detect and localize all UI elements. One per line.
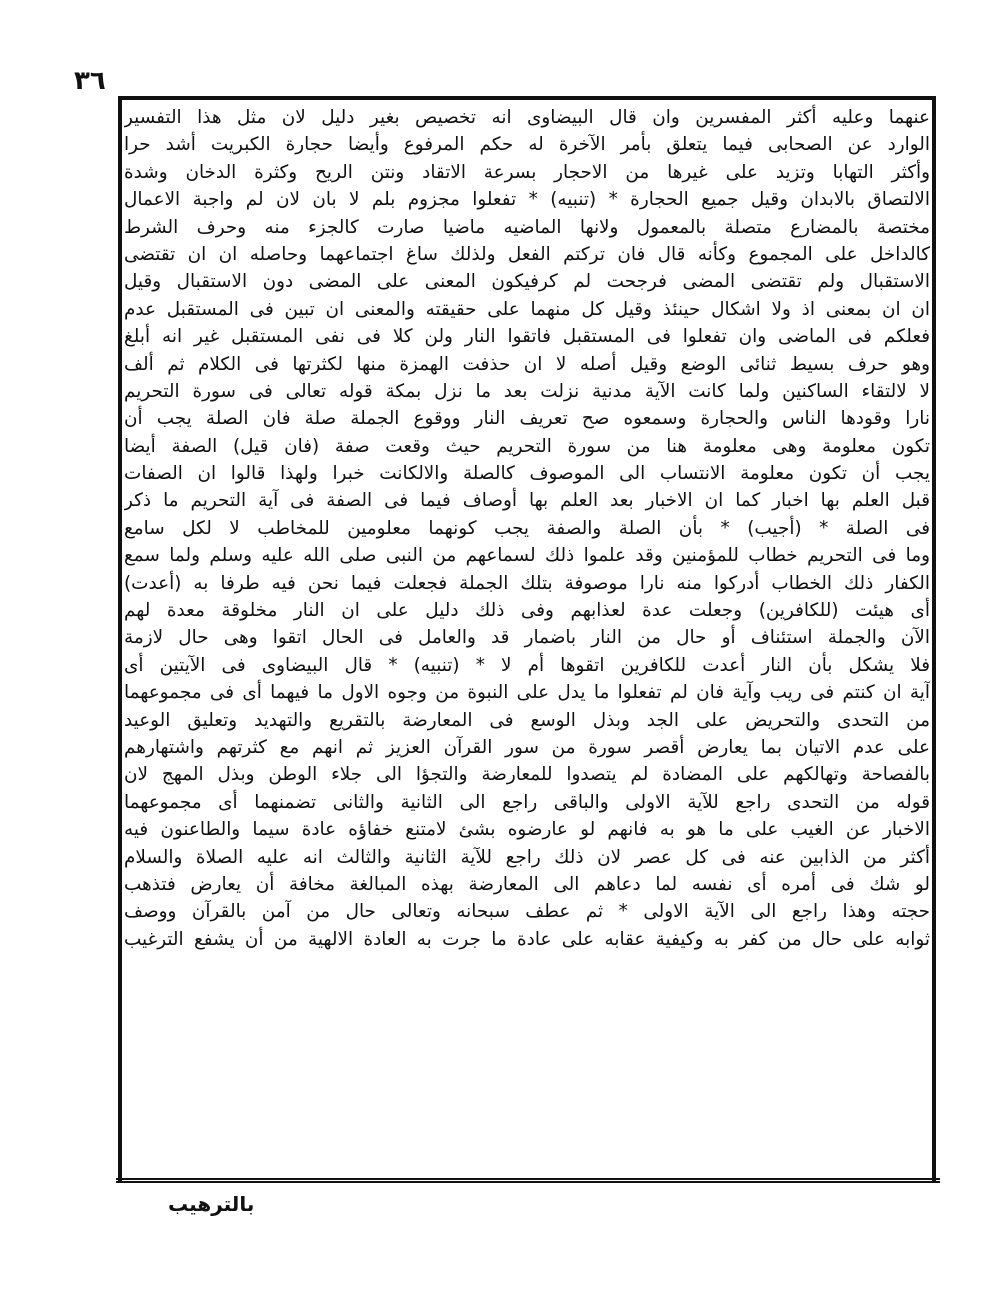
text-line: كالداخل على المجموع وكأنه قال فان تركتم الفعل ولذلك ساغ اجتماعهما وحاصله ان ان تقتضى: [124, 243, 930, 265]
text-line: تكون معلومة وهى معلومة هنا من سورة التحريم حيث وقعت صفة (فان قيل) الصفة أيضا: [124, 435, 930, 457]
text-line: الوارد عن الصحابى فيما يتعلق بأمر الآخرة له حكم المرفوع وأيضا حجارة الكبريت أشد حرا: [124, 134, 930, 156]
text-line: ثوابه على حال من كفر به وكيفية عقابه على عادة ما جرت به العادة الالهية من أن يشفع الترغيب: [124, 928, 930, 950]
text-line: فى الصلة * (أجيب) * بأن الصلة والصفة يجب كونهما معلومين للمخاطب لا لكل سامع: [124, 517, 930, 539]
text-line: مختصة بالمضارع متصلة بالمعمول ولانها الماضيه ماضيا صارت كالجزء منه وحرف الشرط: [124, 216, 930, 238]
text-line: فعلكم فى الماضى وان تفعلوا فى المستقبل فاتقوا النار ولن كلا فى نفى المستقبل غير انه أبلغ: [124, 326, 930, 348]
text-line: بالفصاحة وتهالكهم على المضادة لم يتصدوا للمعارضة والتجؤا الى جلاء الوطن وبذل المهج لان: [124, 764, 930, 786]
text-line: على عدم الاتيان بما يعارض أقصر سورة من سور القرآن العزيز ثم انهم مع كثرتهم واشتهارهم: [124, 736, 930, 758]
text-line: أى هيئت (للكافرين) وجعلت عدة لعذابهم وفى ذلك دليل على ان النار مخلوقة معدة لهم: [124, 600, 930, 622]
text-line: من التحدى والتحريض على الجد وبذل الوسع فى المعارضة بالتقريع والتهديد وتعليق الوعيد: [124, 709, 930, 731]
text-line: أكثر من الذابين عنه فى كل عصر لان ذلك راجع للآية الثانية والثالث انه عليه الصلاة والسلام: [124, 846, 930, 868]
text-line: وما فى التحريم خطاب للمؤمنين وقد علموا ذلك لسماعهم من النبى صلى الله عليه وسلم ولما سمع: [124, 545, 930, 567]
text-line: ان ان بمعنى اذ ولا اشكال حينئذ وقيل كل منهما على حقيقته والمعنى ان تبين فى المستقبل عدم: [124, 298, 930, 320]
catchword: بالترهيب: [168, 1192, 255, 1216]
text-line: وهو حرف بسيط ثنائى الوضع وقيل أصله لا ان حذفت الهمزة منها لكثرتها فى الكلام ثم ألف: [124, 353, 930, 375]
text-body: [124, 104, 930, 1178]
page-number: ٣٦: [74, 66, 106, 96]
text-line: الالتصاق بالابدان وقيل جميع الحجارة * (تنبيه) * تفعلوا مجزوم بلم لا بان لان لم واجبة الاعمال: [124, 189, 930, 211]
text-line: الكفار ذلك الخطاب أدركوا منه نارا موصوفة بتلك الجملة فجعلت فيما نحن فيه طرفا به (أعدت): [124, 572, 930, 594]
frame-bottom-rule: [116, 1178, 940, 1191]
text-line: لا لالتقاء الساكنين ولما كانت الآية مدنية نزلت بعد ما نزل بمكة قوله تعالى فى سورة التحريم: [124, 380, 930, 402]
text-line: آية ان كنتم فى ريب وآية فان لم تفعلوا ما يدل على النبوة من وجوه الاول ما فيهما أى فى مجموعهما: [124, 682, 930, 704]
text-line: نارا وقودها الناس والحجارة وسمعوه صح تعريف النار ووقوع الجملة صلة فان الصلة يجب أن: [124, 408, 930, 430]
text-line: وأكثر التهابا وتزيد على غيرها من الاحجار بسرعة الاتقاد ونتن الريح وكثرة الدخان وشدة: [124, 161, 930, 183]
text-line: يجب أن تكون معلومة الانتساب الى الموصوف كالصلة والالكانت خبرا ولهذا قالوا ان الصفات: [124, 463, 930, 485]
text-line: قبل العلم بها اخبار كما ان الاخبار بعد العلم بها أوصاف فيما فى الصفة فى آية التحريم ما ذكر: [124, 490, 930, 512]
text-line: حجته وهذا راجع الى الآية الاولى * ثم عطف سبحانه وتعالى حال من آمن بالقرآن ووصف: [124, 901, 930, 923]
text-line: عنهما وعليه أكثر المفسرين وان قال البيضاوى انه تخصيص بغير دليل لان مثل هذا التفسير: [124, 107, 930, 128]
text-line: لو شك فى أمره أى نفسه لما دعاهم الى المعارضة بهذه المبالغة مخافة أن يعارض فتذهب: [124, 873, 930, 895]
text-line: الاخبار عن الغيب على ما هو به فانهم لو عارضوه بشئ لامتنع خفاؤه عادة سيما والطاعنون فيه: [124, 819, 930, 841]
text-line: الآن والجملة استئناف أو حال من النار باضمار قد والعامل فى الحال اتقوا وهى حال لازمة: [124, 627, 930, 649]
text-line: قوله من التحدى راجع للآية الاولى والباقى راجع الى الثانية والثانى تضمنهما أى مجموعهما: [124, 791, 930, 813]
text-line: فلا يشكل بأن النار أعدت للكافرين اتقوها أم لا * (تنبيه) * قال البيضاوى فى الآيتين أى: [124, 654, 930, 676]
text-line: الاستقبال ولم تقتضى المضى فرجحت لم كرفيكون المعنى على المضى دون الاستقبال وقيل: [124, 271, 930, 293]
